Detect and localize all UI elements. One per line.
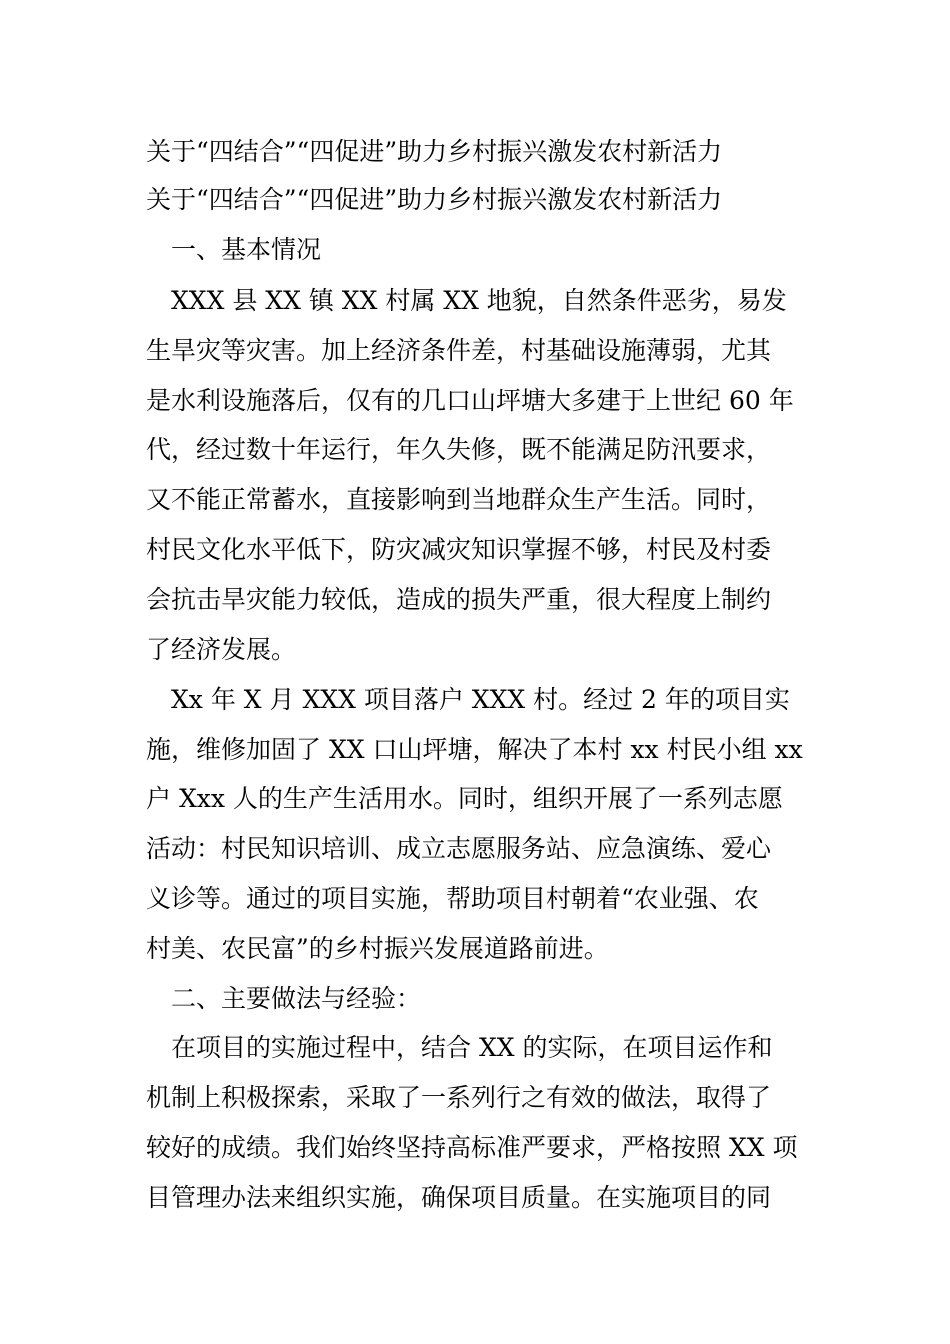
paragraph-2-line-4: 活动：村民知识培训、成立志愿服务站、应急演练、爱心 [146,834,772,863]
title-line-2: 关于“四结合”“四促进”助力乡村振兴激发农村新活力 [146,185,723,214]
paragraph-2-line-3: 户 Xxx 人的生产生活用水。同时，组织开展了一系列志愿 [146,784,783,813]
paragraph-2-line-2: 施，维修加固了 XX 口山坪塘，解决了本村 xx 村民小组 xx [146,735,803,764]
paragraph-1-line-6: 村民文化水平低下，防灾减灾知识掌握不够，村民及村委 [146,535,772,564]
paragraph-1-line-7: 会抗击旱灾能力较低，造成的损失严重，很大程度上制约 [146,585,772,614]
paragraph-3-line-3: 较好的成绩。我们始终坚持高标准严要求，严格按照 XX 项 [146,1133,798,1162]
section-heading-basic-situation: 一、基本情况 [146,235,322,264]
paragraph-2-line-5: 义诊等。通过的项目实施，帮助项目村朝着“农业强、农 [146,884,759,913]
paragraph-1-line-3: 是水利设施落后，仅有的几口山坪塘大多建于上世纪 60 年 [146,386,794,415]
paragraph-1-line-2: 生旱灾等灾害。加上经济条件差，村基础设施薄弱，尤其 [146,336,772,365]
paragraph-1-line-8: 了经济发展。 [146,635,297,664]
paragraph-1-line-5: 又不能正常蓄水，直接影响到当地群众生产生活。同时， [146,485,772,514]
paragraph-3-line-4: 目管理办法来组织实施，确保项目质量。在实施项目的同 [146,1183,772,1212]
paragraph-2-line-6: 村美、农民富”的乡村振兴发展道路前进。 [146,934,609,963]
title-line-1: 关于“四结合”“四促进”助力乡村振兴激发农村新活力 [146,137,723,166]
section-heading-practices: 二、主要做法与经验： [146,984,422,1013]
paragraph-1-line-4: 代，经过数十年运行，年久失修，既不能满足防汛要求， [146,435,772,464]
paragraph-3-line-2: 机制上积极探索，采取了一系列行之有效的做法，取得了 [146,1083,772,1112]
paragraph-1-line-1: XXX 县 XX 镇 XX 村属 XX 地貌，自然条件恶劣，易发 [146,286,787,315]
paragraph-3-line-1: 在项目的实施过程中，结合 XX 的实际，在项目运作和 [146,1033,773,1062]
paragraph-2-line-1: Xx 年 X 月 XXX 项目落户 XXX 村。经过 2 年的项目实 [146,685,790,714]
